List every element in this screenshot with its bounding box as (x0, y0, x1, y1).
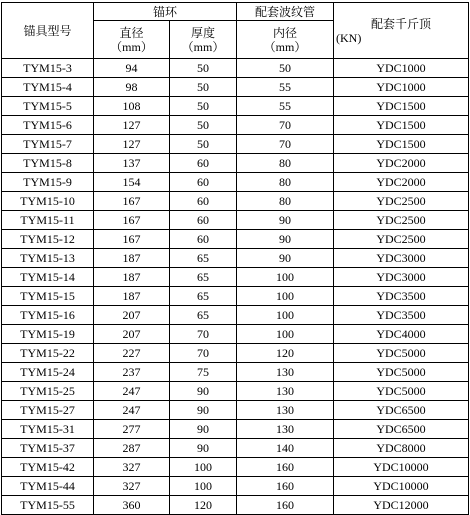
header-diameter-label: 直径 (119, 25, 144, 40)
table-row (2, 78, 469, 97)
cell-inner-diameter: 50 (237, 59, 334, 78)
table-row (2, 401, 469, 420)
cell-thickness: 65 (170, 306, 237, 325)
cell-thickness: 90 (170, 401, 237, 420)
table-row (2, 268, 469, 287)
header-thickness-label: 厚度 (191, 25, 216, 40)
cell-inner-diameter: 80 (237, 154, 334, 173)
cell-jack: YDC5000 (334, 363, 469, 382)
cell-inner-diameter: 70 (237, 135, 334, 154)
cell-diameter: 127 (94, 135, 170, 154)
cell-inner-diameter: 160 (237, 496, 334, 515)
cell-jack: YDC5000 (334, 344, 469, 363)
cell-thickness: 50 (170, 116, 237, 135)
header-inner-diameter (237, 21, 334, 59)
cell-model: TYM15-22 (2, 344, 94, 363)
cell-thickness: 100 (170, 458, 237, 477)
table-row (2, 382, 469, 401)
cell-diameter: 187 (94, 287, 170, 306)
cell-model: TYM15-12 (2, 230, 94, 249)
cell-thickness: 60 (170, 192, 237, 211)
cell-diameter: 98 (94, 78, 170, 97)
cell-thickness: 50 (170, 97, 237, 116)
cell-diameter: 327 (94, 477, 170, 496)
cell-model: TYM15-24 (2, 363, 94, 382)
cell-model: TYM15-16 (2, 306, 94, 325)
cell-inner-diameter: 90 (237, 230, 334, 249)
cell-diameter: 94 (94, 59, 170, 78)
cell-model: TYM15-10 (2, 192, 94, 211)
cell-jack: YDC8000 (334, 439, 469, 458)
cell-jack: YDC10000 (334, 458, 469, 477)
cell-model: TYM15-8 (2, 154, 94, 173)
cell-inner-diameter: 80 (237, 173, 334, 192)
cell-diameter: 287 (94, 439, 170, 458)
table-row (2, 249, 469, 268)
table-row (2, 306, 469, 325)
cell-jack: YDC1500 (334, 97, 469, 116)
cell-thickness: 70 (170, 325, 237, 344)
cell-thickness: 50 (170, 135, 237, 154)
cell-inner-diameter: 130 (237, 420, 334, 439)
header-duct: 配套波纹管 (237, 3, 334, 21)
cell-jack: YDC1000 (334, 78, 469, 97)
cell-inner-diameter: 130 (237, 382, 334, 401)
table-row (2, 325, 469, 344)
header-model: 锚具型号 (2, 3, 94, 59)
cell-model: TYM15-14 (2, 268, 94, 287)
cell-diameter: 227 (94, 344, 170, 363)
table-row (2, 135, 469, 154)
cell-model: TYM15-6 (2, 116, 94, 135)
table-row (2, 59, 469, 78)
header-row-top (2, 3, 469, 21)
cell-thickness: 65 (170, 287, 237, 306)
cell-model: TYM15-13 (2, 249, 94, 268)
cell-thickness: 70 (170, 344, 237, 363)
cell-jack: YDC1500 (334, 135, 469, 154)
cell-jack: YDC2000 (334, 154, 469, 173)
header-jack-unit: (KN) (336, 30, 362, 45)
cell-inner-diameter: 100 (237, 306, 334, 325)
table-row (2, 154, 469, 173)
cell-model: TYM15-7 (2, 135, 94, 154)
cell-model: TYM15-19 (2, 325, 94, 344)
cell-jack: YDC6500 (334, 420, 469, 439)
cell-inner-diameter: 120 (237, 344, 334, 363)
header-diameter (94, 21, 170, 59)
cell-thickness: 90 (170, 420, 237, 439)
header-inner-diameter-label: 内径 (273, 25, 298, 40)
cell-jack: YDC1500 (334, 116, 469, 135)
cell-jack: YDC3000 (334, 249, 469, 268)
table-row (2, 97, 469, 116)
cell-diameter: 137 (94, 154, 170, 173)
cell-diameter: 167 (94, 230, 170, 249)
header-jack-label: 配套千斤顶 (371, 16, 432, 31)
cell-thickness: 90 (170, 439, 237, 458)
cell-inner-diameter: 130 (237, 363, 334, 382)
cell-model: TYM15-15 (2, 287, 94, 306)
cell-thickness: 65 (170, 268, 237, 287)
cell-diameter: 108 (94, 97, 170, 116)
cell-inner-diameter: 55 (237, 78, 334, 97)
cell-thickness: 90 (170, 382, 237, 401)
cell-model: TYM15-27 (2, 401, 94, 420)
cell-diameter: 187 (94, 249, 170, 268)
cell-diameter: 207 (94, 325, 170, 344)
cell-diameter: 187 (94, 268, 170, 287)
cell-inner-diameter: 140 (237, 439, 334, 458)
cell-jack: YDC2500 (334, 211, 469, 230)
cell-thickness: 60 (170, 154, 237, 173)
cell-model: TYM15-37 (2, 439, 94, 458)
cell-model: TYM15-4 (2, 78, 94, 97)
cell-inner-diameter: 90 (237, 211, 334, 230)
cell-jack: YDC10000 (334, 477, 469, 496)
table-body (2, 59, 469, 515)
table-row (2, 496, 469, 515)
cell-jack: YDC5000 (334, 382, 469, 401)
cell-inner-diameter: 90 (237, 249, 334, 268)
cell-thickness: 120 (170, 496, 237, 515)
cell-diameter: 127 (94, 116, 170, 135)
cell-jack: YDC3500 (334, 287, 469, 306)
cell-thickness: 50 (170, 78, 237, 97)
table-row (2, 173, 469, 192)
cell-diameter: 237 (94, 363, 170, 382)
table-row (2, 344, 469, 363)
cell-jack: YDC2000 (334, 173, 469, 192)
cell-model: TYM15-11 (2, 211, 94, 230)
table-row (2, 439, 469, 458)
cell-jack: YDC12000 (334, 496, 469, 515)
table-row (2, 458, 469, 477)
header-diameter-unit: （mm） (110, 39, 153, 54)
anchor-spec-table (1, 2, 469, 515)
cell-inner-diameter: 130 (237, 401, 334, 420)
cell-jack: YDC3500 (334, 306, 469, 325)
cell-diameter: 360 (94, 496, 170, 515)
table-header (2, 3, 469, 59)
cell-thickness: 100 (170, 477, 237, 496)
cell-diameter: 167 (94, 192, 170, 211)
cell-jack: YDC2500 (334, 230, 469, 249)
cell-thickness: 60 (170, 173, 237, 192)
cell-model: TYM15-25 (2, 382, 94, 401)
header-inner-diameter-unit: （mm） (263, 39, 307, 54)
cell-inner-diameter: 160 (237, 458, 334, 477)
cell-inner-diameter: 160 (237, 477, 334, 496)
cell-diameter: 167 (94, 211, 170, 230)
cell-model: TYM15-31 (2, 420, 94, 439)
cell-jack: YDC4000 (334, 325, 469, 344)
cell-diameter: 277 (94, 420, 170, 439)
cell-jack: YDC2500 (334, 192, 469, 211)
cell-model: TYM15-5 (2, 97, 94, 116)
cell-diameter: 327 (94, 458, 170, 477)
cell-jack: YDC6500 (334, 401, 469, 420)
cell-inner-diameter: 100 (237, 287, 334, 306)
cell-jack: YDC1000 (334, 59, 469, 78)
cell-inner-diameter: 100 (237, 325, 334, 344)
cell-model: TYM15-44 (2, 477, 94, 496)
cell-model: TYM15-42 (2, 458, 94, 477)
cell-thickness: 65 (170, 249, 237, 268)
cell-model: TYM15-55 (2, 496, 94, 515)
cell-jack: YDC3000 (334, 268, 469, 287)
cell-inner-diameter: 100 (237, 268, 334, 287)
cell-model: TYM15-9 (2, 173, 94, 192)
cell-inner-diameter: 80 (237, 192, 334, 211)
cell-thickness: 75 (170, 363, 237, 382)
cell-diameter: 207 (94, 306, 170, 325)
table-row (2, 477, 469, 496)
table-row (2, 116, 469, 135)
header-thickness (170, 21, 237, 59)
header-thickness-unit: （mm） (181, 39, 225, 54)
table-row (2, 230, 469, 249)
cell-diameter: 154 (94, 173, 170, 192)
cell-thickness: 50 (170, 59, 237, 78)
table-row (2, 192, 469, 211)
cell-inner-diameter: 55 (237, 97, 334, 116)
header-jack (334, 3, 469, 59)
table-row (2, 211, 469, 230)
header-anchor-ring: 锚环 (94, 3, 237, 21)
cell-diameter: 247 (94, 382, 170, 401)
table-row (2, 287, 469, 306)
cell-inner-diameter: 70 (237, 116, 334, 135)
cell-thickness: 60 (170, 211, 237, 230)
table-row (2, 363, 469, 382)
cell-thickness: 60 (170, 230, 237, 249)
table-row (2, 420, 469, 439)
cell-model: TYM15-3 (2, 59, 94, 78)
cell-diameter: 247 (94, 401, 170, 420)
